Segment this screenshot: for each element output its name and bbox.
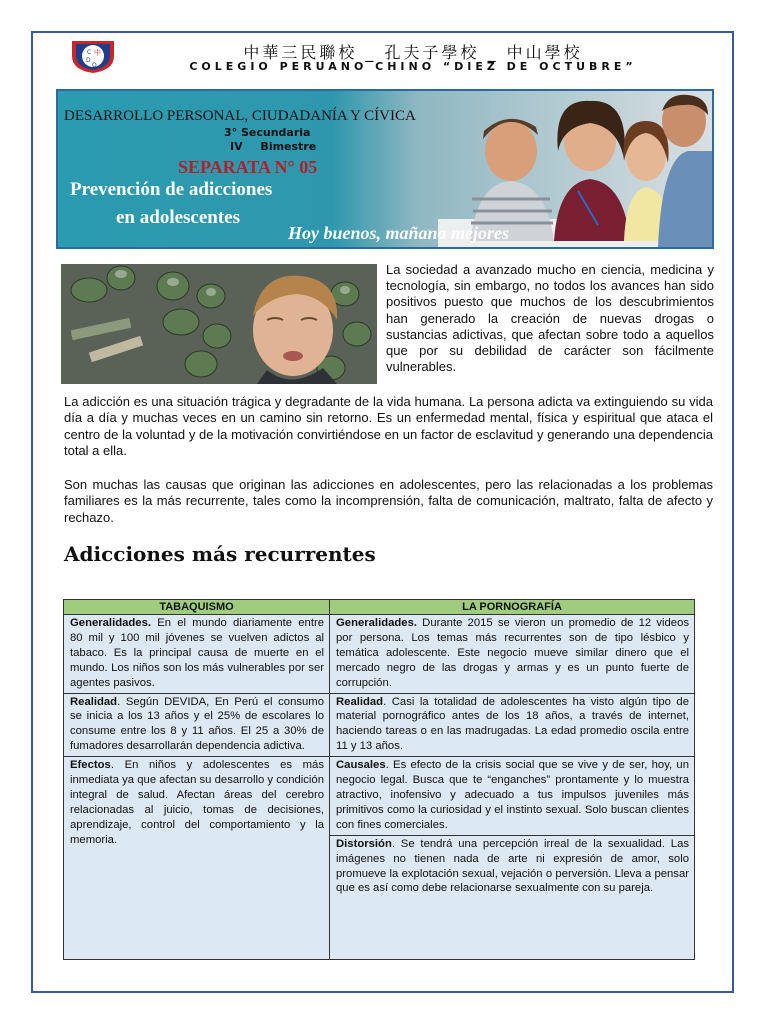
slogan: Hoy buenos, mañana mejores [288, 223, 510, 243]
cell-tabaquismo-efectos [64, 757, 330, 960]
subject-title: DESARROLLO PERSONAL, CIUDADANÍA Y CÍVICA [64, 108, 416, 124]
school-name-chinese: 中華三民聯校 _ 孔夫子學校 _ 中山學校 [243, 43, 583, 62]
school-logo [70, 38, 116, 74]
cell-tabaquismo-realidad [64, 693, 330, 757]
term-label: IV Bimestre [230, 140, 317, 153]
cell-porno-distorsion [330, 835, 695, 959]
document-title-line2: en adolescentes [116, 207, 241, 228]
cell-tabaquismo-generalidades [64, 615, 330, 694]
section-heading: Adicciones más recurrentes [64, 542, 376, 566]
separata-number: SEPARATA N° 05 [178, 157, 318, 177]
teen-with-bottles-photo [61, 264, 377, 384]
cell-text: En el mundo diariamente entre 80 mil y 100 mil jóvenes se vuelven adictos al tabaco. Es la principal causa de muerte en el mundo. Los niños son los más vulnerables por ser agentes pasivos. [70, 617, 324, 689]
column-header-pornografia: LA PORNOGRAFÍA [330, 600, 695, 615]
cell-text: . Según DEVIDA, En Perú el consumo se inicia a los 13 años y el 25% de escolares lo consume entre los 8 y 11 años. El 25 a 30% de fumadores desarrollarán dependencia adictiva. [70, 695, 324, 753]
cell-label: Distorsión [336, 837, 392, 850]
logo-cn-char: 中 [94, 49, 101, 57]
cell-label: Generalidades. [336, 617, 417, 629]
cell-label: Efectos [70, 759, 111, 772]
grade-label: 3° Secundaria [224, 126, 311, 139]
paragraph-causes: Son muchas las causas que originan las adicciones en adolescentes, pero las relacionadas a los problemas familiares es la más recurrente, tales como la incomprensión, falta de comunicación, maltrato, falta de afecto y rechazo. [64, 477, 713, 525]
paragraph-addiction-definition: La adicción es una situación trágica y degradante de la vida humana. La persona adicta va extinguiendo su vida día a día y muchas veces en un camino sin retorno. Es un enfermedad mental, física y espiritual que ataca el centro de la voluntad y de la motivación convirtiéndose en un factor de esclavitud y generando una dependencia total a ella. [64, 394, 713, 458]
document-title-line1: Prevención de adicciones [70, 179, 273, 200]
cell-label: Realidad [336, 695, 384, 708]
cell-text: . En niños y adolescentes es más inmediata ya que afectan su desarrollo y condición integral de salud. Afectan áreas del cerebro relacionadas al juicio, tomas de decisiones, aprendizaje, control del comportamiento y la memoria. [70, 759, 324, 846]
logo-letter-o: O [92, 62, 97, 69]
logo-letter-c: C [87, 49, 92, 56]
cell-text: Durante 2015 se vieron un promedio de 12 videos por persona. Los temas más recurrentes son de tipo lésbico y temática adolescente. Este negocio mueve similar dinero que el mercado negro de las drogas y armas y es un punto fuerte de corrupción. [336, 617, 689, 689]
cell-label: Generalidades. [70, 617, 151, 629]
school-name-spanish: COLEGIO PERUANO CHINO “DIEZ DE OCTUBRE” [189, 60, 637, 73]
logo-letter-d: D [86, 57, 91, 64]
intro-paragraph: La sociedad a avanzado mucho en ciencia, medicina y tecnología, sin embargo, no todos los avances han sido positivos puesto que muchos de los descubrimientos han generado la creación de nuevas drogas o sustancias adictivas, que afectan sobre todo a aquellos que por su debilidad de carácter son fácilmente vulnerables. [386, 262, 714, 375]
addictions-table [63, 599, 695, 960]
title-banner [56, 89, 714, 249]
cell-porno-realidad [330, 693, 695, 757]
cell-label: Causales [336, 759, 386, 772]
cell-text: . Es efecto de la crisis social que se vive y de ser, hoy, un negocio legal. Busca que te “enganches” prontamente y lo muestra atractivo, inofensivo y adecuado a tus impulsos juveniles más primitivos como la curiosidad y el instinto sexual. Solo buscan clientes con fines comerciales. [336, 759, 689, 831]
cell-text: . Casi la totalidad de adolescentes ha visto algún tipo de material pornográfico antes de los 18 años, a través de internet, haciendo tareas o en las madrugadas. La edad promedio oscila entre 11 y 13 años. [336, 695, 689, 753]
cell-label: Realidad [70, 695, 118, 708]
column-header-tabaquismo: TABAQUISMO [64, 600, 330, 615]
cell-porno-causales [330, 757, 695, 836]
cell-porno-generalidades [330, 615, 695, 694]
cell-text: . Se tendrá una percepción irreal de la sexualidad. Las imágenes no tienen nada de arte ni expresión de amor, solo promueve la explotación sexual, vejación o perversión. Lleva a pensar que es así como debe relacionarse sexualmente con su pareja. [336, 837, 689, 895]
